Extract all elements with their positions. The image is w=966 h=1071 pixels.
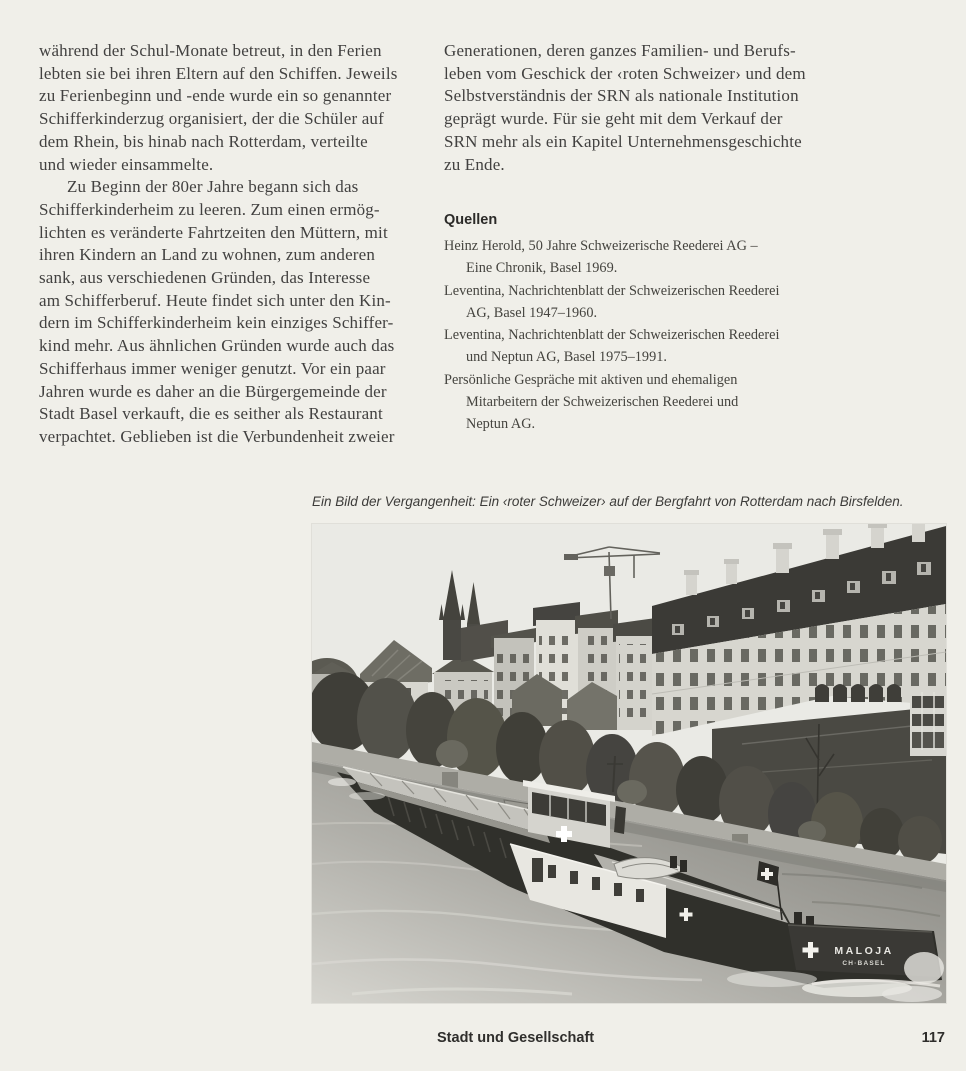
text-line: am Schifferberuf. Heute findet sich unter den Kin- — [39, 290, 391, 310]
text-line: Eine Chronik, Basel 1969. — [466, 260, 618, 277]
text-line: sank, aus verschiedenen Gründen, das Interesse — [39, 268, 371, 288]
sources-list — [444, 235, 884, 436]
text-line: lebten sie bei ihren Eltern auf den Schiffen. Jeweils — [39, 63, 398, 83]
text-line: Generationen, deren ganzes Familien- und Berufs- — [444, 41, 796, 60]
text-line: Stadt Basel verkauft, die es seither als Restaurant — [39, 404, 383, 424]
text-line: dem Rhein, bis hinab nach Rotterdam, verteilte — [39, 131, 368, 151]
text-line: Persönliche Gespräche mit aktiven und ehemaligen — [444, 371, 738, 388]
barge-name-text: MALOJA — [834, 945, 894, 957]
text-line: Schifferkinderzug organisiert, der die Schüler auf — [39, 109, 384, 129]
text-line: Jahren wurde es daher an die Bürgergemeinde der — [39, 381, 387, 401]
text-line: geprägt wurde. Für sie geht mit dem Verkauf der — [444, 109, 783, 129]
text-line: und wieder einsammelte. — [39, 154, 214, 174]
text-line: Mitarbeitern der Schweizerischen Reederei und — [466, 394, 739, 411]
text-line: während der Schul-Monate betreut, in den Ferien — [39, 41, 382, 60]
text-line: und Neptun AG, Basel 1975–1991. — [466, 349, 667, 366]
text-line: kind mehr. Aus ähnlichen Gründen wurde auch das — [39, 336, 395, 356]
left-text-column — [39, 40, 451, 449]
text-line: lichten es veränderte Fahrtzeiten den Müttern, mit — [39, 222, 388, 242]
text-line: dern im Schifferkinderheim kein einziges Schiffer- — [39, 313, 394, 333]
text-line: verpachtet. Geblieben ist die Verbundenheit zweier — [39, 426, 395, 446]
text-line: Leventina, Nachrichtenblatt der Schweizerischen Reederei — [444, 282, 780, 299]
footer-section-title: Stadt und Gesellschaft — [437, 1030, 595, 1046]
text-line: Schifferhaus immer weniger genutzt. Vor ein paar — [39, 358, 386, 378]
text-line: SRN mehr als ein Kapitel Unternehmensgeschichte — [444, 131, 802, 151]
text-line: Leventina, Nachrichtenblatt der Schweizerischen Reederei — [444, 327, 780, 344]
sources-heading: Quellen — [444, 212, 498, 228]
sources-section — [444, 212, 884, 436]
text-line: Selbstverständnis der SRN als nationale Institution — [444, 86, 799, 106]
text-line: leben vom Geschick der ‹roten Schweizer› und dem — [444, 63, 806, 83]
text-line: Schifferkinderheim zu leeren. Zum einen ermög- — [39, 199, 380, 219]
right-text-column — [444, 40, 910, 176]
text-line: ihren Kindern an Land zu wohnen, zum anderen — [39, 245, 376, 265]
figure-photo — [312, 524, 946, 1003]
text-line: Neptun AG. — [466, 416, 536, 433]
text-line: AG, Basel 1947–1960. — [466, 304, 598, 321]
figure-caption: Ein Bild der Vergangenheit: Ein ‹roter Schweizer› auf der Bergfahrt von Rotterdam nach Birsfelden. — [312, 494, 904, 509]
text-line: zu Ende. — [444, 154, 505, 174]
text-line: Heinz Herold, 50 Jahre Schweizerische Reederei AG – — [444, 238, 758, 254]
barge-registry-text: CH·BASEL — [842, 960, 886, 967]
text-line: zu Ferienbeginn und -ende wurde ein so genannter — [39, 86, 392, 106]
footer-page-number: 117 — [921, 1030, 945, 1046]
text-line: Zu Beginn der 80er Jahre begann sich das — [67, 177, 359, 197]
